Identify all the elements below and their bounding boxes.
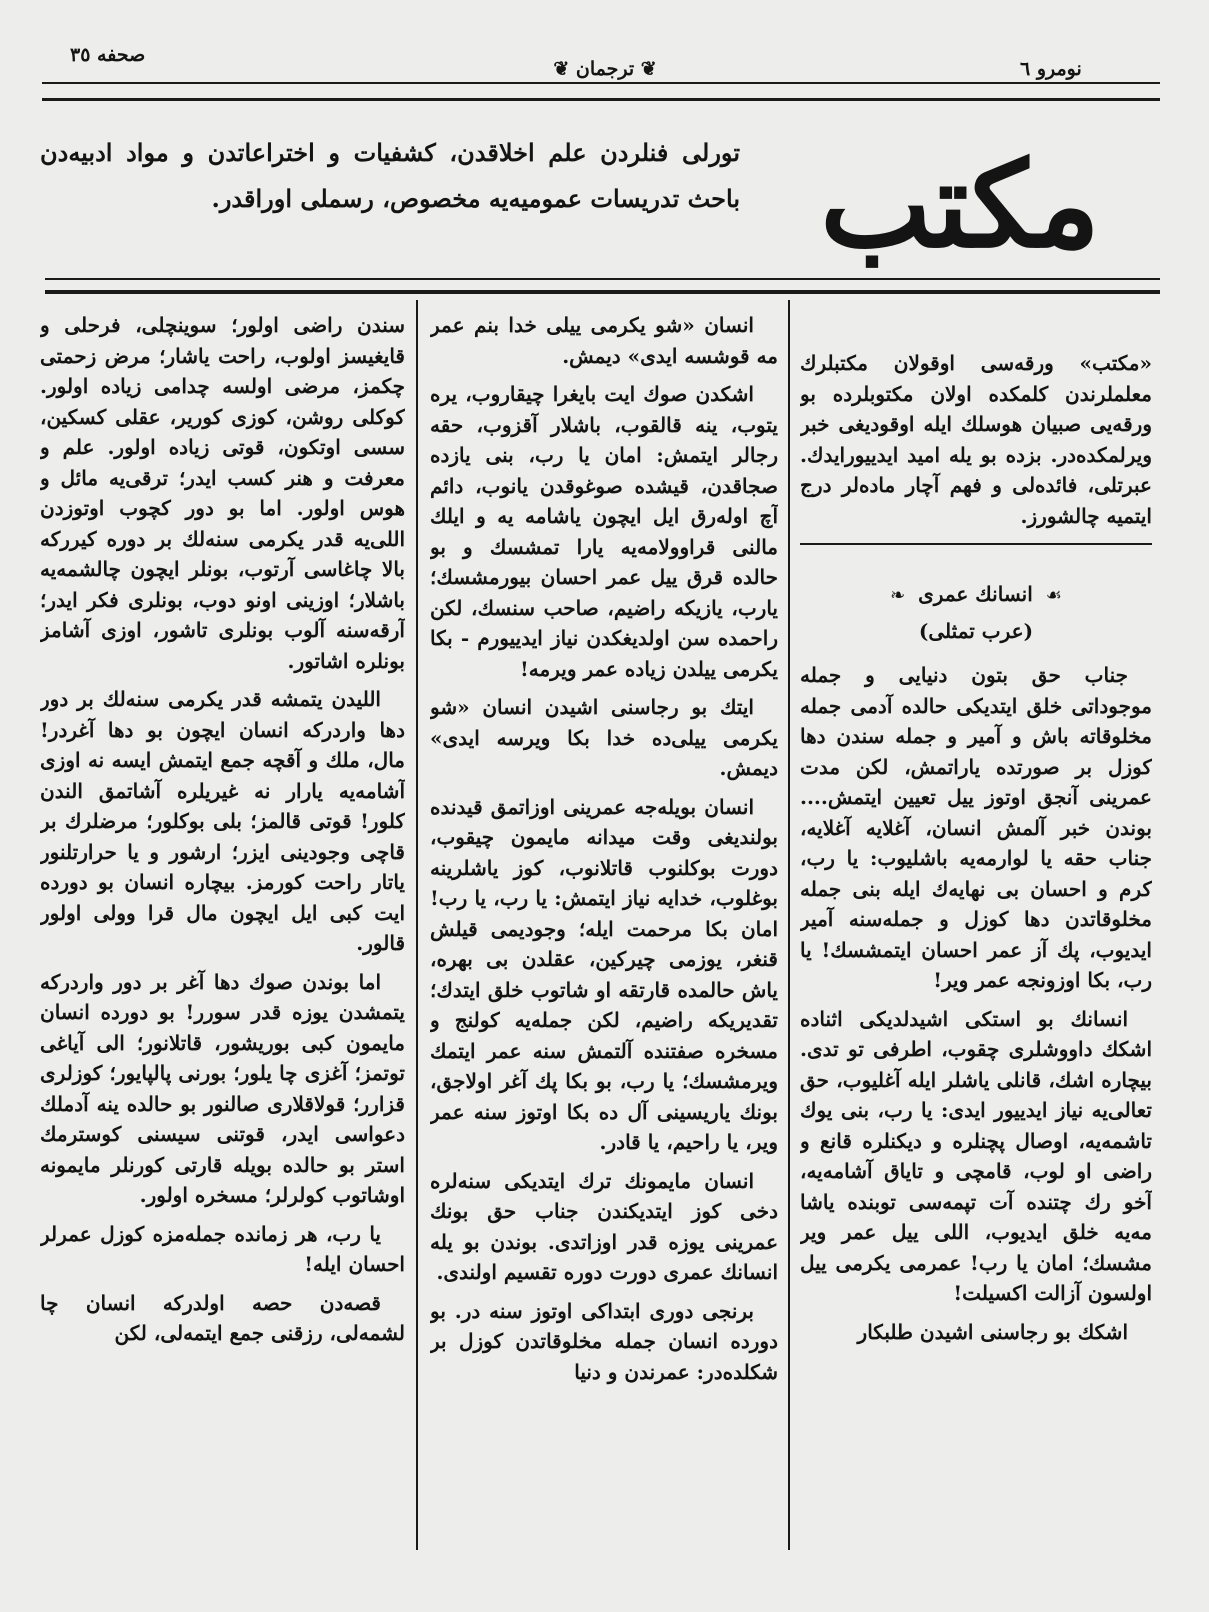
header-rule-bold [42, 98, 1160, 101]
ornament-icon: ❦ [640, 58, 657, 80]
article-paragraph: برنجی دوری ابتداکی اوتوز سنه در. بو دورده انسان جمله مخلوقاتدن کوزل بر شکلده‌در: عمرندن و دنیا [430, 1298, 778, 1384]
ornament-icon: ❧ [890, 585, 906, 606]
masthead-description: تورلی فنلردن علم اخلاقدن، کشفیات و اختراعاتدن و مواد ادبیه‌دن باحث تدریسات عمومیه‌یه مخصوص، رسملی اوراقدر. [40, 138, 740, 213]
column-left [40, 310, 405, 1560]
article-paragraph: انسان مایمونك ترك ایتدیکی سنه‌لره دخی کوز ایتدیکندن جناب حق بونك عمرینی یوزه قدر اوزاتدی. بوندن بو یله انسانك عمری دورت دوره تقسیم اولندی. [430, 1168, 778, 1284]
article-paragraph: اشکدن صوك ایت بایغرا چیقاروب، یره یتوب، ینه قالقوب، باشلار آقزوب، حقه رجالر ایتمش: امان یا رب، بنی یازده صجاقدن، قیشده صوغوقدن یانوب، دائم آچ اوله‌رق ایل ایچون یاشامه یه و ایلك مالنی قراوولامه‌یه یارا تمشسك و بو حالده قرق ییل عمر احسان بیورمشسك؛ یارب، یازیکه راضیم، صاحب سنسك، لکن راحمده سن اولدیغکدن نیاز ایدییورم - بکا یکرمی ییلدن زیاده عمر ویرمه! [430, 382, 778, 681]
masthead-rule-bold [45, 290, 1160, 294]
editorial-note: «مکتب» ورقه‌سی اوقولان مکتبلرك معلملرندن کلمکده اولان مکتوبلرده بو ورقه‌یی صبیان هوسلك ایله اوقودیغی خبر ویرلمکده‌در. بزده بو یله امید ایدییورایدك. عبرتلی، فائده‌لی و فهم آچار ماده‌لر درج ایتمیه چالشورز. [800, 351, 1152, 528]
column-right [800, 348, 1152, 1598]
column-separator [416, 300, 418, 1550]
article-paragraph: سندن راضی اولور؛ سوینچلی، فرحلی و قایغیسز اولوب، راحت یاشار؛ مرض زحمتی چکمز، مرضی اولسه چدامی زیاده اولور. کوکلی روشن، کوزی کوریر، عقلی کسکین، سسی اوتکون، قوتی زیاده اولور. علم و معرفت و هنر کسب ایدر؛ ترقی‌یه مائل و هوس اولور. اما بو دور کچوب اوتوزدن اللی‌یه قدر یکرمی سنه‌لك بر دوره کیررکه بالا چاغاسی آرتوب، بونلر ایچون چالشمه‌یه باشلار؛ اوزینی اونو دوب، بونلری فکر ایدر؛ آرقه‌سنه آلوب بونلری تاشور، اوزی آشامز بونلره اشاتور. [40, 313, 405, 673]
article-paragraph: انسان «شو یکرمی ییلی خدا بنم عمر مه قوشسه ایدی» دیمش. [430, 313, 778, 368]
column-middle [430, 310, 778, 1560]
page-number: صحفه ٣٥ [70, 44, 146, 66]
article-paragraph: قصه‌دن حصه اولدرکه انسان چا لشمه‌لی، رزقنی جمع ایتمه‌لی، لکن [40, 1290, 405, 1345]
ornament-icon: ☙ [1045, 585, 1062, 606]
newspaper-name [530, 58, 680, 80]
newspaper-name-label: ترجمان [575, 58, 635, 80]
article-paragraph: یا رب، هر زمانده جمله‌مزه کوزل عمرلر احسان ایله! [40, 1221, 405, 1276]
section-divider [800, 543, 1152, 545]
masthead-rule [45, 278, 1160, 280]
article-title [800, 579, 1152, 612]
header-rule [42, 82, 1160, 84]
issue-number: نومرو ٦ [1020, 58, 1082, 80]
article-title-label: انسانك عمری [918, 582, 1033, 606]
article-paragraph: انسان بویله‌جه عمرینی اوزاتمق قیدنده بولندیغی وقت میدانه مایمون چیقوب، دورت بوکلنوب قاتلانوب، کوز یاشلرینه بوغلوب، خدایه نیاز ایتمش: یا رب، یا رب! امان بکا مرحمت ایله؛ وجودیمی قیلش قنغر، یوزمی چیرکین، عقلدن بی بهره، یاش حالمده قارتقه او شاتوب خلق ایتدك؛ تقدیریکه راضیم، لکن جمله‌یه کولنج و مسخره صفتنده آلتمش سنه عمر ایتمك ویرمشسك؛ یا رب، بو بکا پك آغر اولاجق، بونك یاریسینی آل ده بکا اوتوز سنه عمر ویر، یا راحیم، یا قادر. [430, 794, 778, 1154]
article-paragraph: جناب حق بتون دنیایی و جمله موجوداتی خلق ایتدیکی حالده آدمی جمله مخلوقاته باش و آمیر و جمله سندن دها کوزل بر صورتده یاراتمش، لکن مدت عمرینی آنجق اوتوز ییل تعیین ایتمش.... بوندن خبر آلمش انسان، آغلایه آغلایه، جناب حقه یا لوارمه‌یه باشلیوب: یا رب، کرم و احسان بی نهایه‌ك ایله بنی جمله مخلوقاتدن دها کوزل و جمله‌سنه آمیر ایدیوب، پك آز عمر احسان ایتمشسك! یا رب، بکا اوزونجه عمر ویر! [800, 663, 1152, 992]
article-paragraph: اشکك بو رجاسنی اشیدن طلبکار [857, 1319, 1128, 1344]
article-paragraph: اللیدن یتمشه قدر یکرمی سنه‌لك بر دور دها واردرکه انسان ایچون بو دها آغردر! مال، ملك و آقچه جمع ایتمش ایسه نه اوزی آشامه‌یه یارار نه غیریلره آشاتمق الندن کلور! قوتی قالمز؛ بلی بوکلور؛ مرضلرك بر قاچی وجودینی ایزر؛ ارشور و یا حرارتلنور یاتار راحت کورمز. بیچاره انسان بو دورده ایت کبی ایل ایچون مال قرا وولی اولور قالور. [40, 687, 405, 955]
article-paragraph: اما بوندن صوك دها آغر بر دور واردرکه یتمشدن یوزه قدر سورر! بو دورده انسان مایمون کبی بوریشور، قاتلانور؛ الی آیاغی توتمز؛ آغزی چا یلور؛ بورنی پالپایور؛ کوزلری قزارر؛ قولاقلاری صالنور بو حالده ینه آدملك دعواسی ایدر، قوتنی سیسنی کوسترمك استر بو حالده بویله قارتی کورنلر مایمونه اوشاتوب کولرلر؛ مسخره اولور. [40, 969, 405, 1207]
ornament-icon: ❦ [553, 58, 570, 80]
article-paragraph: انسانك بو استکی اشیدلدیکی اثناده اشکك داووشلری چقوب، اطرفی تو تدی. بیچاره اشك، قانلی یاشلر ایله آغلیوب، حق تعالی‌یه نیاز ایدییور ایدی: یا رب، بنی یوك تاشمه‌یه، اوصال پچنلره و دیکنلره قانع و راضی او لوب، قامچی و تایاق آشامه‌یه، آخو رك چتنده آت تپمه‌سی توبنده یاشا مه‌یه خلق ایدیوب، اللی ییل عمر ویر مشسك؛ امان یا رب! عمرمی یکرمی ییل اولسون آزالت اکسیلت! [800, 1006, 1152, 1305]
article-paragraph: ایتك بو رجاسنی اشیدن انسان «شو یکرمی ییلی‌ده خدا بکا ویرسه ایدی» دیمش. [430, 695, 778, 780]
article-subtitle: (عرب تمثلی) [918, 618, 1034, 643]
masthead-title: مکتب [820, 135, 1100, 274]
column-separator [788, 300, 790, 1550]
